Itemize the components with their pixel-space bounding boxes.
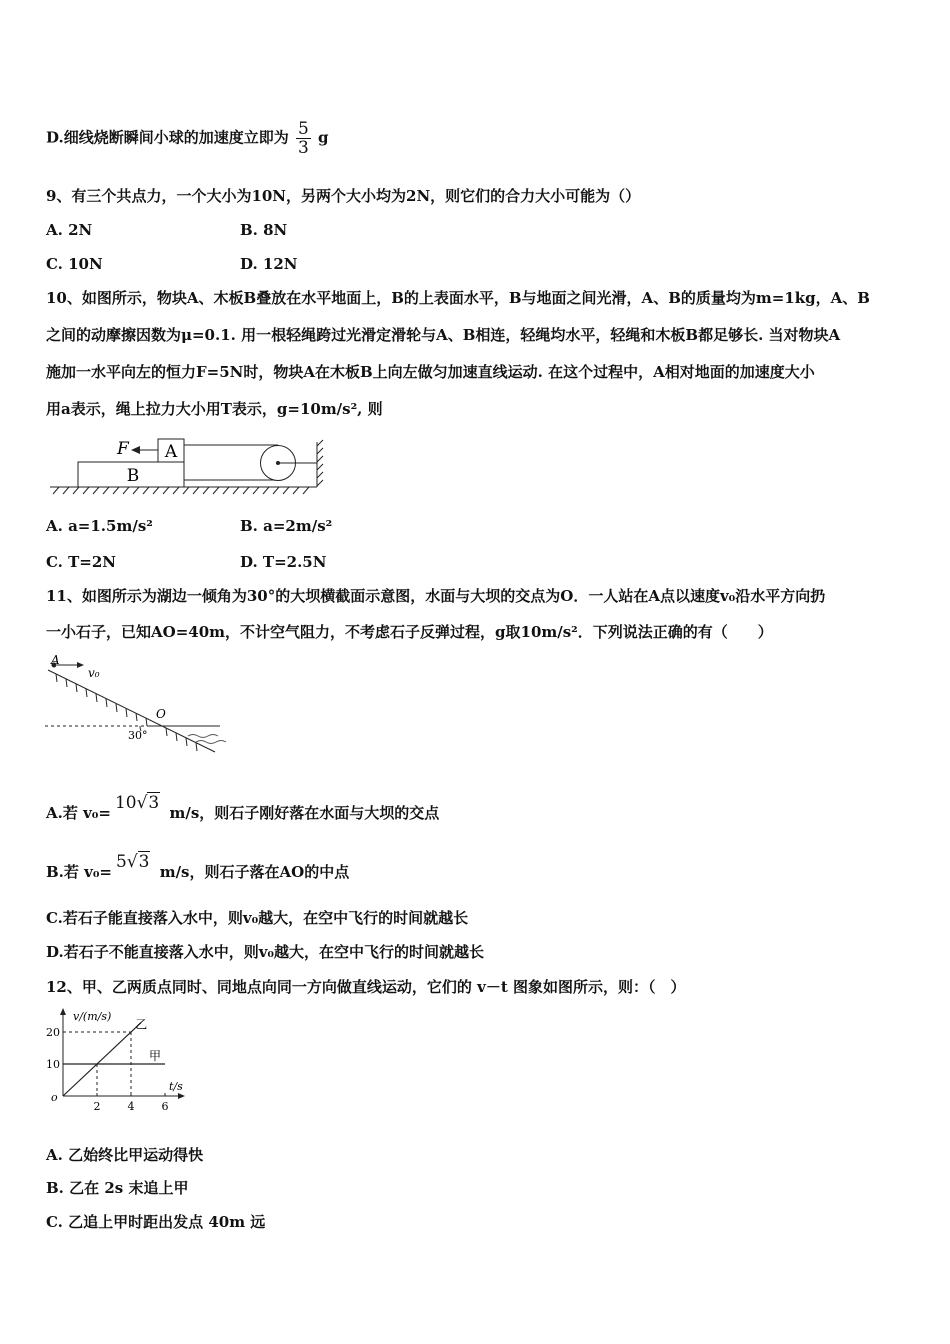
q10-stem-line3: 施加一水平向左的恒力F=5N时，物块A在木板B上向左做匀加速直线运动. 在这个过程中，A相对地面的加速度大小: [46, 363, 815, 381]
series-label-yi: 乙: [135, 1017, 148, 1032]
q11-figure: [40, 654, 240, 754]
water-wave-2: [196, 741, 226, 744]
q10-stem-line4: 用a表示，绳上拉力大小用T表示，g=10m/s², 则: [46, 400, 383, 418]
q11-option-c[interactable]: C.若石子能直接落入水中，则v₀越大，在空中飞行的时间就越长: [46, 909, 469, 927]
q9-option-d[interactable]: D. 12N: [240, 255, 298, 273]
q10-option-c[interactable]: C. T=2N: [46, 553, 116, 571]
point-a-label: A: [51, 653, 60, 667]
q12-option-a[interactable]: A. 乙始终比甲运动得快: [46, 1146, 204, 1164]
chart-layer: [46, 1008, 185, 1113]
y-axis-label: v/(m/s): [73, 1010, 112, 1023]
q11-option-a[interactable]: [46, 793, 440, 823]
y-tick-label: 10: [46, 1058, 60, 1071]
q9-option-b[interactable]: B. 8N: [240, 221, 288, 239]
q10-option-d[interactable]: D. T=2.5N: [240, 553, 327, 571]
q12-option-b[interactable]: B. 乙在 2s 末追上甲: [46, 1179, 189, 1197]
y-tick-label: 20: [46, 1026, 60, 1039]
q11-option-d[interactable]: D.若石子不能直接落入水中，则v₀越大，在空中飞行的时间就越长: [46, 943, 484, 961]
q8-option-d-unit: g: [318, 128, 329, 147]
q11-option-b-suffix: m/s，则石子落在AO的中点: [154, 863, 350, 881]
radical-5-sqrt3: 5√3: [115, 852, 150, 872]
q11-option-b[interactable]: [46, 852, 350, 882]
radicand: 3: [148, 793, 160, 813]
q9-option-a[interactable]: A. 2N: [46, 221, 93, 239]
x-axis-arrowhead: [178, 1093, 185, 1099]
fraction-5-3: [296, 120, 311, 157]
radical-coefficient: 5: [115, 852, 127, 872]
q10-figure: [45, 432, 335, 502]
q11-option-a-prefix: A.若 v₀=: [46, 804, 111, 822]
q10-stem-line1: 10、如图所示，物块A、木板B叠放在水平地面上，B的上表面水平，B与地面之间光滑，A、B的质量均为m=1kg，A、B: [46, 289, 870, 307]
ground-hatch: [50, 487, 317, 494]
x-tick-label: 2: [93, 1100, 101, 1113]
water-wave-1: [188, 735, 218, 738]
q10-stem-line2: 之间的动摩擦因数为μ=0.1. 用一根轻绳跨过光滑定滑轮与A、B相连，轻绳均水平，轻绳和木板B都足够长. 当对物块A: [46, 326, 841, 344]
series-label-jia: 甲: [149, 1049, 162, 1063]
q11-option-a-suffix: m/s，则石子刚好落在水面与大坝的交点: [164, 804, 440, 822]
x-axis-label: t/s: [169, 1080, 183, 1093]
q12-stem: 12、甲、乙两质点同时、同地点向同一方向做直线运动，它们的 v－t 图象如图所示，则：（ ）: [46, 978, 686, 996]
force-label: F: [117, 439, 129, 459]
x-tick-label: 6: [161, 1100, 169, 1113]
angle-label: 30°: [128, 729, 148, 742]
point-o-label: O: [156, 707, 166, 721]
force-arrowhead: [131, 446, 140, 454]
origin-label: o: [51, 1091, 58, 1104]
q8-option-d-label: D.细线烧断瞬间小球的加速度立即为: [46, 128, 289, 147]
q11-stem-line2: 一小石子，已知AO=40m，不计空气阻力，不考虑石子反弹过程，g取10m/s²．下列说法正确的有（ ）: [46, 623, 773, 641]
wall: [317, 440, 323, 487]
q10-option-b[interactable]: B. a=2m/s²: [240, 517, 333, 535]
radical-10-sqrt3: 10√3: [114, 793, 160, 813]
radical-coefficient: 10: [114, 793, 137, 813]
q11-stem-line1: 11、如图所示为湖边一倾角为30°的大坝横截面示意图，水面与大坝的交点为O．一人站在A点以速度v₀沿水平方向扔: [46, 587, 826, 605]
q10-option-a[interactable]: A. a=1.5m/s²: [46, 517, 153, 535]
y-axis-arrowhead: [60, 1008, 66, 1015]
fraction-numerator: 5: [297, 119, 309, 139]
series-line-yi: [63, 1022, 141, 1096]
q9-stem: 9、有三个共点力，一个大小为10N，另两个大小均为2N，则它们的合力大小可能为（）: [46, 187, 641, 205]
block-a-label: A: [164, 442, 178, 462]
q12-option-c[interactable]: C. 乙追上甲时距出发点 40m 远: [46, 1213, 266, 1231]
vt-chart: [45, 1008, 205, 1118]
velocity-label: v₀: [88, 666, 100, 680]
board-b-label: B: [126, 466, 140, 486]
q9-option-c[interactable]: C. 10N: [46, 255, 103, 273]
fraction-denominator: 3: [297, 138, 309, 158]
x-tick-label: 4: [127, 1100, 135, 1113]
dam-hatch: [56, 674, 197, 751]
velocity-arrowhead: [77, 662, 84, 668]
q11-option-b-prefix: B.若 v₀=: [46, 863, 112, 881]
q8-option-d: [46, 120, 329, 157]
radicand: 3: [138, 852, 150, 872]
